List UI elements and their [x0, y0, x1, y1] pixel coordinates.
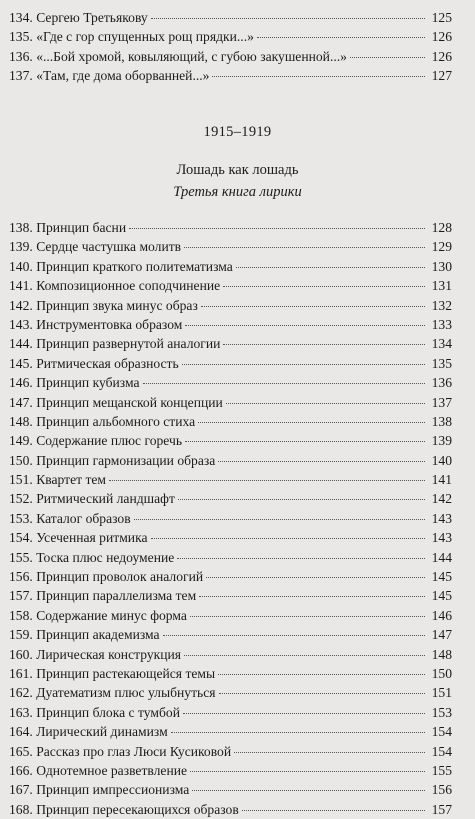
dot-leader — [212, 75, 425, 77]
toc-entry-title: 136. «...Бой хромой, ковыляющий, с губою закушенной...» — [9, 48, 347, 64]
dot-leader — [223, 343, 425, 345]
dot-leader — [129, 227, 425, 229]
toc-entry-page-number: 156 — [431, 782, 452, 798]
dot-leader — [206, 576, 425, 578]
toc-entry — [9, 431, 452, 450]
toc-entry-title: 134. Сергею Третьякову — [9, 10, 148, 25]
dot-leader — [178, 498, 425, 500]
toc-entry — [9, 509, 452, 528]
toc-entry-title: 166. Однотемное разветвление — [9, 762, 188, 778]
dot-leader — [218, 460, 425, 462]
toc-entry-title: 152. Ритмический ландшафт — [9, 491, 175, 507]
toc-entry-page-number: 148 — [431, 646, 452, 662]
toc-entry-title: 161. Принцип растекающейся темы — [9, 665, 216, 681]
toc-entry-page-number: 154 — [431, 743, 452, 759]
toc-entry — [9, 800, 452, 819]
toc-entry-page-number: 130 — [431, 258, 452, 274]
toc-entry — [9, 393, 452, 412]
toc-entry-title: 145. Ритмическая образность — [9, 355, 179, 371]
toc-entry — [9, 334, 452, 353]
dot-leader — [198, 421, 425, 423]
dot-leader — [151, 537, 426, 539]
dot-leader — [199, 595, 425, 597]
toc-entry — [9, 489, 452, 508]
dot-leader — [185, 324, 425, 326]
toc-entry — [9, 703, 452, 722]
toc-entry — [9, 237, 452, 256]
dot-leader — [151, 17, 425, 19]
toc-entry-title: 160. Лирическая конструкция — [9, 646, 182, 662]
toc-entry-page-number: 141 — [431, 472, 452, 488]
toc-entry-title: 150. Принцип гармонизации образа — [9, 452, 216, 468]
toc-entry-page-number: 150 — [431, 665, 452, 681]
toc-entry-title: 148. Принцип альбомного стиха — [9, 413, 196, 429]
toc-entry-title: 149. Содержание плюс горечь — [9, 433, 183, 449]
toc-entry — [9, 296, 452, 315]
toc-entry-title: 164. Лирический динамизм — [9, 724, 168, 740]
dot-leader — [184, 654, 425, 656]
toc-entry — [9, 664, 452, 683]
dot-leader — [185, 440, 425, 442]
toc-entry-title: 158. Содержание минус форма — [9, 607, 187, 623]
toc-entry-title: 151. Квартет тем — [9, 472, 107, 488]
toc-entry — [9, 722, 452, 741]
dot-leader — [183, 712, 425, 714]
toc-entry — [9, 27, 452, 46]
toc-entry-title: 162. Дуатематизм плюс улыбнуться — [9, 685, 216, 701]
toc-entry-page-number: 129 — [431, 239, 452, 255]
toc-entry-page-number: 146 — [431, 607, 452, 623]
toc-entry-page-number: 143 — [431, 530, 452, 546]
toc-entry — [9, 451, 452, 470]
toc-entry-page-number: 144 — [431, 549, 452, 565]
toc-entry-title: 167. Принцип импрессионизма — [9, 782, 190, 798]
toc-entry-page-number: 155 — [431, 762, 452, 778]
dot-leader — [257, 36, 425, 38]
toc-entry-page-number: 137 — [431, 394, 452, 410]
toc-entry — [9, 412, 452, 431]
dot-leader — [242, 809, 425, 811]
dot-leader — [236, 266, 425, 268]
toc-entry-page-number: 135 — [431, 355, 452, 371]
toc-entry — [9, 567, 452, 586]
toc-entry-page-number: 147 — [431, 627, 452, 643]
toc-entry-title: 157. Принцип параллелизма тем — [9, 588, 197, 604]
dot-leader — [218, 673, 425, 675]
toc-entry — [9, 645, 452, 664]
toc-entry — [9, 606, 452, 625]
dot-leader — [143, 382, 425, 384]
toc-entry-page-number: 154 — [431, 724, 452, 740]
dot-leader — [234, 751, 425, 753]
toc-entry-page-number: 133 — [431, 316, 452, 332]
dot-leader — [182, 363, 425, 365]
dot-leader — [223, 285, 425, 287]
toc-entry — [9, 625, 452, 644]
toc-entry — [9, 742, 452, 761]
toc-entry-page-number: 132 — [431, 297, 452, 313]
dot-leader — [226, 402, 425, 404]
toc-entry-title: 135. «Где с гор спущенных рощ прядки...» — [9, 29, 254, 45]
toc-entry-title: 153. Каталог образов — [9, 510, 131, 526]
toc-entry-title: 163. Принцип блока с тумбой — [9, 704, 180, 720]
toc-entry — [9, 548, 452, 567]
toc-list — [9, 218, 452, 819]
toc-list-previous — [9, 8, 452, 85]
dot-leader — [184, 246, 425, 248]
dot-leader — [350, 56, 425, 58]
toc-entry-page-number: 157 — [431, 801, 452, 817]
toc-entry-title: 139. Сердце частушка молитв — [9, 239, 182, 255]
toc-entry — [9, 8, 452, 27]
dot-leader — [171, 731, 425, 733]
toc-entry-page-number: 142 — [431, 491, 452, 507]
dot-leader — [134, 518, 425, 520]
dot-leader — [190, 770, 425, 772]
dot-leader — [190, 615, 425, 617]
toc-entry — [9, 761, 452, 780]
toc-entry — [9, 528, 452, 547]
toc-entry — [9, 218, 452, 237]
toc-entry — [9, 47, 452, 66]
toc-entry — [9, 354, 452, 373]
toc-entry-title: 168. Принцип пересекающихся образов — [9, 801, 239, 817]
toc-entry-page-number: 143 — [431, 510, 452, 526]
book-title: Лошадь как лошадь — [176, 162, 299, 178]
toc-entry-page-number: 126 — [431, 29, 452, 45]
toc-entry-page-number: 125 — [431, 10, 452, 25]
toc-entry — [9, 586, 452, 605]
toc-entry-page-number: 131 — [431, 278, 452, 294]
dot-leader — [109, 479, 425, 481]
toc-entry-title: 143. Инструментовка образом — [9, 316, 183, 332]
toc-entry-title: 146. Принцип кубизма — [9, 375, 140, 391]
toc-entry-title: 147. Принцип мещанской концепции — [9, 394, 223, 410]
toc-entry-page-number: 134 — [431, 336, 452, 352]
toc-entry-page-number: 127 — [431, 67, 452, 83]
toc-entry-page-number: 153 — [431, 704, 452, 720]
section-years: 1915–1919 — [203, 124, 272, 140]
toc-entry-page-number: 136 — [431, 375, 452, 391]
toc-entry-page-number: 140 — [431, 452, 452, 468]
toc-entry-page-number: 151 — [431, 685, 452, 701]
toc-entry — [9, 780, 452, 799]
toc-entry-title: 165. Рассказ про глаз Люси Кусиковой — [9, 743, 232, 759]
dot-leader — [201, 305, 425, 307]
toc-entry — [9, 315, 452, 334]
toc-entry-title: 138. Принцип басни — [9, 220, 127, 235]
toc-entry-title: 137. «Там, где дома оборванней...» — [9, 67, 210, 83]
toc-entry — [9, 470, 452, 489]
toc-entry — [9, 373, 452, 392]
dot-leader — [163, 634, 425, 636]
toc-entry-title: 154. Усеченная ритмика — [9, 530, 148, 546]
dot-leader — [177, 557, 425, 559]
toc-entry-page-number: 139 — [431, 433, 452, 449]
book-subtitle: Третья книга лирики — [173, 184, 302, 200]
toc-entry — [9, 276, 452, 295]
toc-entry-title: 140. Принцип краткого политематизма — [9, 258, 233, 274]
toc-entry — [9, 257, 452, 276]
dot-leader — [192, 789, 425, 791]
toc-entry-page-number: 128 — [431, 220, 452, 235]
toc-entry-title: 159. Принцип академизма — [9, 627, 160, 643]
toc-entry-title: 142. Принцип звука минус образ — [9, 297, 198, 313]
toc-entry-title: 155. Тоска плюс недоумение — [9, 549, 175, 565]
dot-leader — [219, 692, 426, 694]
toc-entry-title: 144. Принцип развернутой аналогии — [9, 336, 221, 352]
toc-entry-page-number: 145 — [431, 569, 452, 585]
toc-entry-title: 156. Принцип проволок аналогий — [9, 569, 204, 585]
toc-entry-title: 141. Композиционное соподчинение — [9, 278, 221, 294]
toc-entry-page-number: 145 — [431, 588, 452, 604]
toc-entry — [9, 683, 452, 702]
toc-entry-page-number: 126 — [431, 48, 452, 64]
toc-entry — [9, 66, 452, 85]
toc-entry-page-number: 138 — [431, 413, 452, 429]
